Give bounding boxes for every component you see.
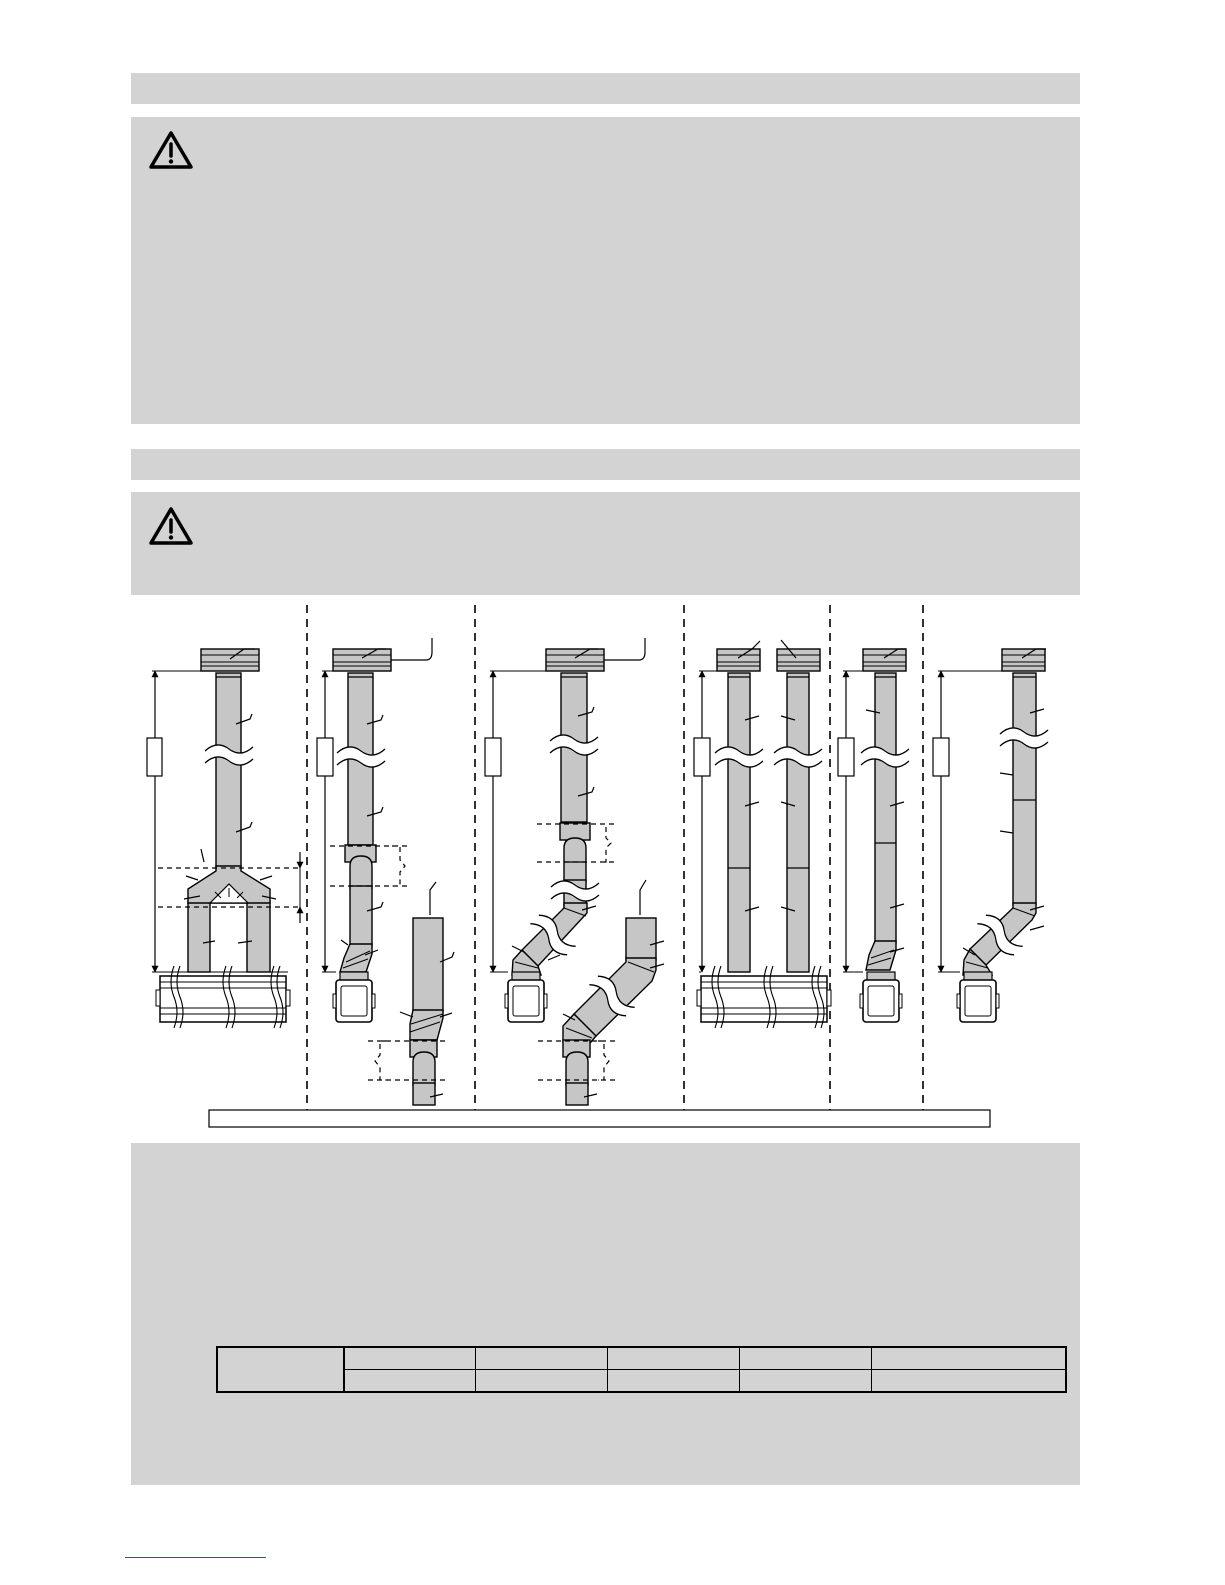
left-branch-pipe (188, 901, 210, 972)
table-cell (344, 1370, 475, 1393)
diagram-panel-5 (838, 649, 909, 1022)
diagram-panel-1 (147, 649, 300, 1028)
table-row (217, 1347, 1066, 1370)
section-header-2 (131, 449, 1080, 480)
diagram-caption-frame (209, 1110, 990, 1127)
adaptor-sleeve (350, 856, 372, 888)
section-header-1 (131, 73, 1080, 104)
pipe-break (337, 747, 385, 767)
terminal-cap (201, 649, 259, 671)
caution-box-1 (131, 117, 1080, 424)
boiler-manifold (697, 966, 831, 1028)
appliance-outlet (957, 972, 999, 1022)
appliance-outlet (505, 972, 547, 1022)
flue-pipe-lower (350, 886, 372, 946)
extension-lines (322, 671, 336, 972)
diagram-panel-3 (485, 638, 664, 1105)
flue-pipe (875, 673, 896, 943)
flue-pipe (1013, 673, 1036, 905)
warning-triangle-icon (148, 506, 194, 546)
dimension-label-box (147, 738, 162, 776)
table-cell (871, 1370, 1066, 1393)
detail-flue-pipe (413, 918, 443, 1012)
elbow (866, 941, 896, 970)
table-row-header (217, 1347, 344, 1392)
detail-flue-pipe (626, 918, 656, 960)
diagram-panel-2 (317, 638, 454, 1105)
terminal-cap (333, 649, 391, 671)
pipe-break (205, 745, 253, 765)
table-cell (475, 1370, 607, 1393)
flue-pipe (728, 673, 750, 972)
flue-installation-diagram (0, 600, 1225, 1135)
dimension-label-box (485, 738, 501, 776)
dimension-label-box (933, 738, 949, 776)
table-cell (739, 1370, 871, 1393)
table-cell (475, 1347, 607, 1370)
terminal-cap (1002, 649, 1045, 671)
table-cell (607, 1347, 739, 1370)
pipe-break (1000, 728, 1048, 748)
appliance-outlet (333, 972, 375, 1022)
warning-triangle-icon (148, 130, 194, 170)
terminal-cap (863, 649, 906, 671)
table-cell (344, 1347, 475, 1370)
table-row (217, 1370, 1066, 1393)
terminal-cap (777, 649, 820, 671)
diagram-panel-6 (933, 649, 1048, 1022)
pipe-break (774, 747, 822, 767)
table-cell (739, 1347, 871, 1370)
info-box (131, 1143, 1080, 1485)
detail-pipe-lower (566, 1083, 588, 1105)
terminal-cap (717, 649, 760, 671)
flue-pipe (216, 673, 241, 868)
spec-table (216, 1346, 1067, 1393)
extension-lines (490, 671, 546, 972)
pipe-break (715, 747, 763, 767)
detail-elbow (410, 1010, 443, 1040)
table-cell (607, 1370, 739, 1393)
terminal-cap (546, 649, 604, 671)
right-branch-pipe (247, 901, 270, 972)
dimension-label-box (838, 738, 854, 776)
detail-pipe-lower (413, 1083, 435, 1105)
pipe-break (861, 747, 909, 767)
diagram-panel-4 (694, 640, 831, 1028)
pipe-break (550, 735, 598, 755)
adaptor-sleeve (564, 838, 586, 882)
footer-link[interactable] (125, 1548, 266, 1558)
flue-pipe (787, 673, 809, 972)
dimension-label-box (694, 738, 710, 776)
boiler-manifold (156, 966, 290, 1028)
pipe-break (551, 881, 599, 901)
caution-box-2 (131, 492, 1080, 595)
appliance-outlet (860, 972, 902, 1022)
dimension-label-box (317, 738, 333, 776)
table-cell (871, 1347, 1066, 1370)
